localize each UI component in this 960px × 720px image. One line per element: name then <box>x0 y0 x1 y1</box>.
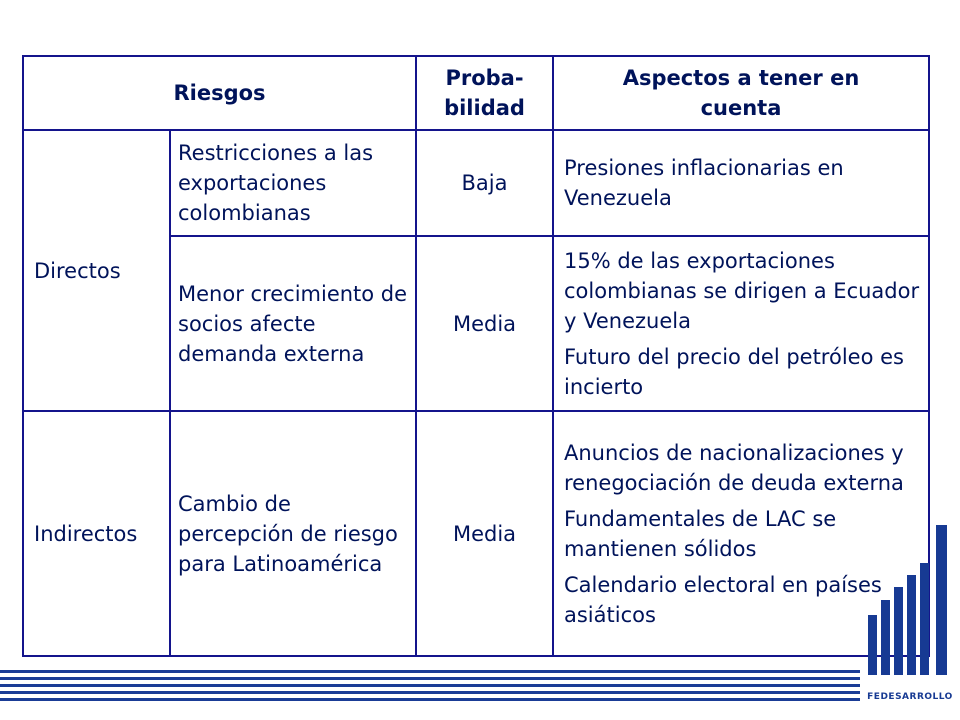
probability-cell <box>417 237 552 410</box>
aspect-text: Presiones inflacionarias en Venezuela <box>564 156 844 210</box>
logo-bar <box>881 600 890 675</box>
aspect-text: Fundamentales de LAC se mantienen sólidos <box>564 506 837 561</box>
risk-text: Menor crecimiento de socios afecte demanda externa <box>178 281 408 366</box>
category-label: Indirectos <box>34 521 138 546</box>
aspect-text: Futuro del precio del petróleo es incierto <box>564 344 904 399</box>
risk-cell <box>171 237 415 410</box>
aspect-text: 15% de las exportaciones colombianas se dirigen a Ecuador y Venezuela <box>564 248 920 333</box>
logo-bar <box>920 563 929 675</box>
probability-cell <box>417 412 552 655</box>
category-indirectos <box>24 412 169 655</box>
logo-bar <box>936 525 947 675</box>
aspect-text: Anuncios de nacionalizaciones y renegociación de deuda externa <box>564 440 904 495</box>
header-aspectos-text: Aspectos a tener en cuenta <box>622 66 860 120</box>
header-aspectos <box>554 57 928 129</box>
header-riesgos <box>24 57 415 129</box>
probability-text: Media <box>452 521 517 546</box>
probability-text: Baja <box>461 171 508 195</box>
header-probabilidad <box>417 57 552 129</box>
aspects-cell <box>554 131 928 235</box>
aspects-cell <box>554 237 928 410</box>
risk-text: Restricciones a las exportaciones colombianas <box>178 141 374 225</box>
probability-cell <box>417 131 552 235</box>
aspect-text: Calendario electoral en países asiáticos <box>564 572 882 627</box>
header-probabilidad-line1: Proba- <box>445 66 524 90</box>
risk-table <box>22 55 930 657</box>
grid-line <box>22 655 930 657</box>
risk-cell <box>171 131 415 235</box>
risk-cell <box>171 412 415 655</box>
logo-bar <box>868 615 877 675</box>
logo-bar <box>907 575 916 675</box>
header-probabilidad-line2: bilidad <box>444 96 525 120</box>
logo-text: FEDESARROLLO <box>867 692 953 702</box>
risk-text: Cambio de percepción de riesgo para Latinoamérica <box>178 491 398 576</box>
category-label: Directos <box>34 258 121 283</box>
probability-text: Media <box>452 311 517 336</box>
logo-bar <box>894 587 903 675</box>
category-directos <box>24 131 169 410</box>
header-riesgos-text: Riesgos <box>173 81 266 105</box>
